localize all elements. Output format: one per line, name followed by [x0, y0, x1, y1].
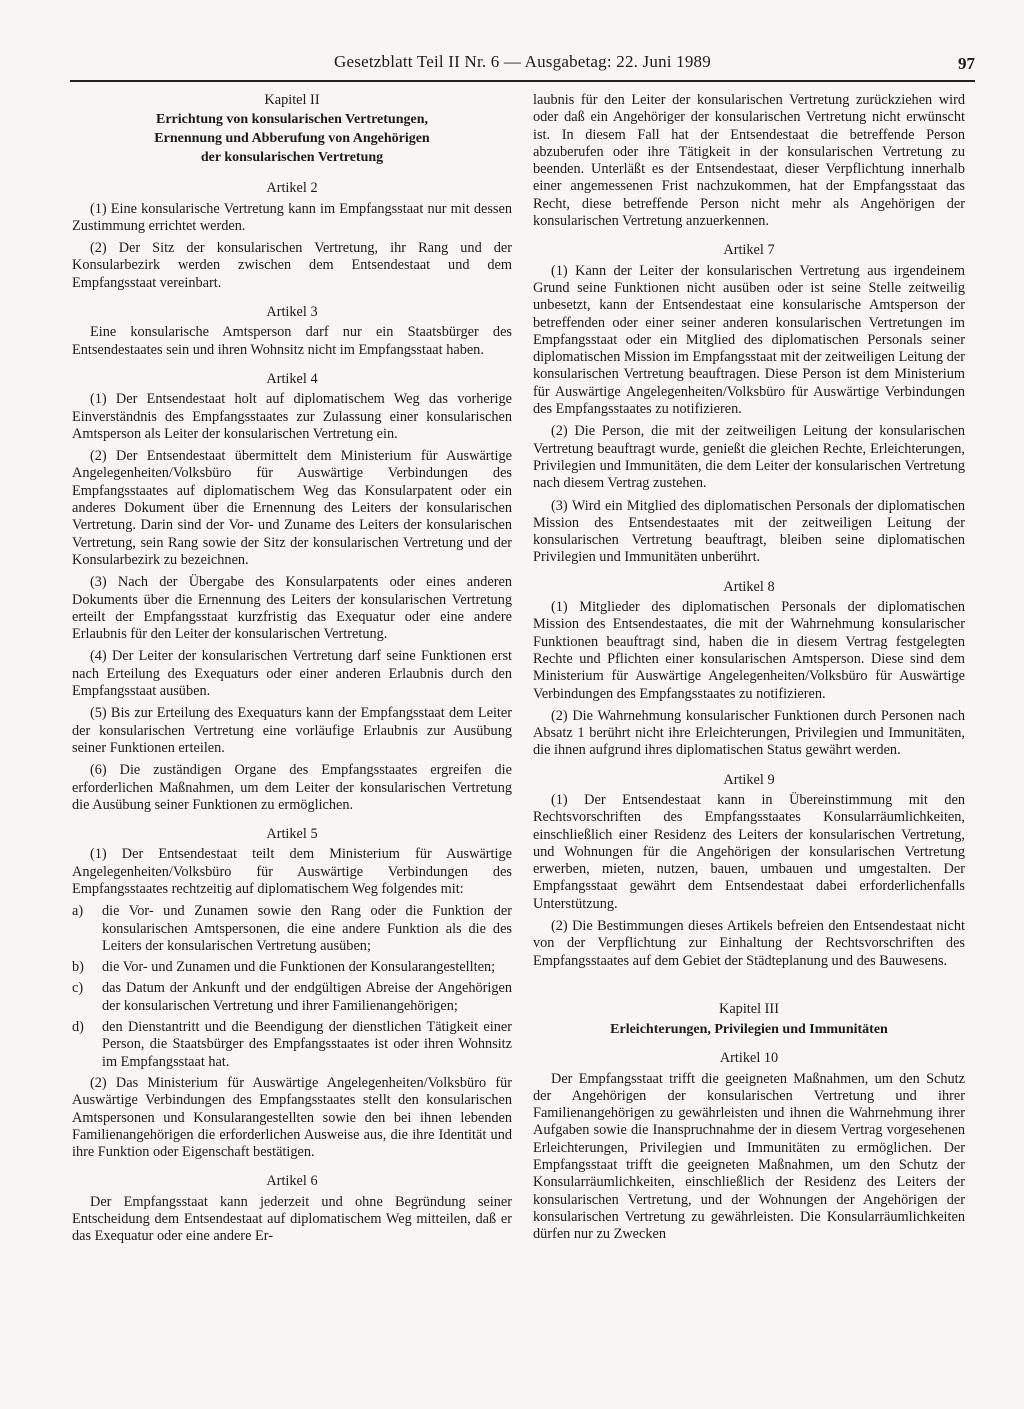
paragraph: (2) Die Person, die mit der zeitweiligen Leitung der konsularischen Vertretung beauftragt wurde, genießt die gleichen Rechte, Erleichterungen, Privilegien und Immunitäten, die dem Leiter der konsularischen Vertretung nach diesem Vertrag zustehen. [533, 423, 965, 492]
list-item [72, 903, 512, 955]
paragraph: (1) Kann der Leiter der konsularischen Vertretung aus irgendeinem Grund seine Funktionen nicht ausüben oder ist seine Stelle zeitweilig unbesetzt, kann der Entsendestaat eine konsularische Amtsperson der betreffenden oder einer seiner anderen konsularischen Vertretungen im Empfangsstaat oder ein Mitglied des diplomatischen Personals seiner diplomatischen Mission im Empfangsstaat mit der zeitweiligen Leitung der konsularischen Vertretung beauftragen. Diese Person ist dem Ministerium für Auswärtige Angelegenheiten/Volksbüro für Auswärtige Verbindungen des Empfangsstaates zu notifizieren. [533, 262, 965, 418]
paragraph: (2) Das Ministerium für Auswärtige Angelegenheiten/Volksbüro für Auswärtige Verbindungen des Empfangsstaates stellt den konsularischen Amtspersonen und Konsularangestellten sowie den bei ihnen lebenden Familienangehörigen die erforderlichen Ausweise aus, die ihre Identität und ihre Funktion oder Eigenschaft bestätigen. [72, 1074, 512, 1161]
list-text: die Vor- und Zunamen und die Funktionen der Konsularangestellten; [102, 959, 496, 976]
chapter-heading: Kapitel II [264, 92, 320, 108]
paragraph: Der Empfangsstaat trifft die geeigneten Maßnahmen, um den Schutz der Angehörigen der konsularischen Vertretung und ihrer Familienangehörigen zu gewährleisten und ihnen die Wahrnehmung ihrer Aufgaben sowie die Inanspruchnahme der in diesem Vertrag vorgesehenen Erleichterungen, Privilegien und Immunitäten zu ermöglichen. Der Empfangsstaat trifft die geeigneten Maßnahmen, um den Schutz der Konsularräumlichkeiten, einschließlich der Residenz des Leiters der konsularischen Vertretung, und der Wohnungen der Angehörigen der konsularischen Vertretung zu gewährleisten. Die Konsularräumlichkeiten dürfen nur zu Zwecken [533, 1070, 965, 1243]
list-text: das Datum der Ankunft und der endgültigen Abreise der Angehörigen der konsularischen Vertretung und ihrer Familienangehörigen; [102, 980, 512, 1014]
list-text: die Vor- und Zunamen sowie den Rang oder die Funktion der konsularischen Amtspersonen, die eine andere Funktion als die des Leiters der konsularischen Vertretung ausüben; [102, 903, 512, 954]
paragraph: (1) Mitglieder des diplomatischen Personals der diplomatischen Mission des Entsendestaates, die mit der Wahrnehmung konsularischer Funktionen beauftragt sind, haben die in diesem Vertrag festgelegten Rechte und Pflichten einer konsularischen Amtsperson. Diese sind dem Ministerium für Auswärtige Angelegenheiten/Volksbüro für Auswärtige Verbindungen des Empfangsstaates zu notifizieren. [533, 599, 965, 702]
chapter-title: Erleichterungen, Privilegien und Immunitäten [610, 1022, 888, 1038]
list-item [72, 1019, 512, 1071]
paragraph: (1) Der Entsendestaat kann in Übereinstimmung mit den Rechtsvorschriften des Empfangsstaates Konsularräumlichkeiten, einschließlich einer Residenz des Leiters der konsularischen Vertretung, und Wohnungen für die Angehörigen der konsularischen Vertretung erwerben, mieten, nutzen, bauen, umbauen und umgestalten. Der Empfangsstaat gewährt dem Entsendestaat dabei erforderlichenfalls Unterstützung. [533, 791, 965, 912]
article-heading: Artikel 10 [719, 1050, 779, 1067]
paragraph: (2) Die Bestimmungen dieses Artikels befreien den Entsendestaat nicht von der Verpflichtung zur Einhaltung der Rechtsvorschriften des Empfangsstaates auf dem Gebiet der Städteplanung und des Bauwesens. [533, 918, 965, 969]
article-heading: Artikel 4 [266, 370, 318, 387]
chapter-title-line: Errichtung von konsularischen Vertretungen, [156, 112, 428, 128]
right-column [533, 92, 965, 1249]
list-marker: d) [72, 1019, 84, 1036]
running-header [70, 50, 975, 82]
article-heading: Artikel 5 [266, 826, 318, 843]
paragraph: (6) Die zuständigen Organe des Empfangsstaates ergreifen die erforderlichen Maßnahmen, um dem Leiter der konsularischen Vertretung die Ausübung seiner Funktionen zu ermöglichen. [72, 762, 512, 813]
list-text: den Dienstantritt und die Beendigung der dienstlichen Tätigkeit einer Person, die Staatsbürger des Empfangsstaates ist oder ihren Wohnsitz im Empfangsstaat hat. [102, 1019, 512, 1070]
header-title: Gesetzblatt Teil II Nr. 6 — Ausgabetag: 22. Juni 1989 [334, 52, 711, 71]
paragraph: (1) Der Entsendestaat teilt dem Ministerium für Auswärtige Angelegenheiten/Volksbüro für Auswärtige Verbindungen des Empfangsstaates rechtzeitig auf diplomatischem Weg folgendes mit: [72, 846, 512, 897]
chapter-title-line: Ernennung und Abberufung von Angehörigen [154, 131, 430, 147]
paragraph: (3) Nach der Übergabe des Konsularpatents oder eines anderen Dokuments über die Ernennung des Leiters der konsularischen Vertretung erteilt der Empfangsstaat kurzfristig das Exequatur oder eine andere Erlaubnis für den Leiter der konsularischen Vertretung. [72, 574, 512, 643]
page-number: 97 [958, 54, 975, 73]
article-heading: Artikel 2 [266, 180, 318, 197]
left-column [72, 92, 512, 1251]
paragraph: (1) Der Entsendestaat holt auf diplomatischem Weg das vorherige Einverständnis des Empfangsstaates zur Zulassung einer konsularischen Amtsperson als Leiter der konsularischen Vertretung ein. [72, 391, 512, 442]
paragraph: (2) Die Wahrnehmung konsularischer Funktionen durch Personen nach Absatz 1 berührt nicht ihre Erleichterungen, Privilegien und Immunitäten, die ihnen aufgrund ihres diplomatischen Status gewährt werden. [533, 707, 965, 759]
list-item [72, 980, 512, 1015]
paragraph: Eine konsularische Amtsperson darf nur ein Staatsbürger des Entsendestaates sein und ihren Wohnsitz nicht im Empfangsstaat haben. [72, 324, 512, 358]
section-spacer [533, 975, 965, 989]
paragraph: (2) Der Entsendestaat übermittelt dem Ministerium für Auswärtige Angelegenheiten/Volksbüro für Auswärtige Verbindungen des Empfangsstaates auf diplomatischem Weg das Konsularpatent oder ein anderes Dokument über die Ernennung des Leiters der konsularischen Vertretung. Darin sind der Vor- und Zuname des Leiters der konsularischen Vertretung, sein Rang sowie der Sitz der konsularischen Vertretung und der Konsularbezirk zu bezeichnen. [72, 448, 512, 568]
paragraph-continued: laubnis für den Leiter der konsularischen Vertretung zurückziehen wird oder daß ein Angehöriger der konsularischen Vertretung nicht erwünscht ist. In diesem Fall hat der Entsendestaat die betreffende Person abzuberufen oder ihre Tätigkeit in der konsularischen Vertretung zu beenden. Unterläßt es der Entsendestaat, dieser Verpflichtung innerhalb einer angemessenen Frist nachzukommen, hat der Empfangsstaat das Recht, diese betreffende Person nicht mehr als Angehörigen der konsularischen Vertretung anzuerkennen. [533, 92, 965, 230]
list-item [72, 959, 512, 976]
article-heading: Artikel 8 [723, 578, 775, 595]
paragraph: (4) Der Leiter der konsularischen Vertretung darf seine Funktionen erst nach Erteilung des Exequaturs oder einer anderen Erlaubnis durch den Empfangsstaat ausüben. [72, 648, 512, 700]
paragraph: (1) Eine konsularische Vertretung kann im Empfangsstaat nur mit dessen Zustimmung errichtet werden. [72, 200, 512, 234]
article-heading: Artikel 9 [723, 771, 775, 788]
paragraph: (2) Der Sitz der konsularischen Vertretung, ihr Rang und der Konsularbezirk werden zwischen dem Entsendestaat und dem Empfangsstaat vereinbart. [72, 240, 512, 291]
paragraph: (3) Wird ein Mitglied des diplomatischen Personals der diplomatischen Mission des Entsendestaates mit der zeitweiligen Leitung der konsularischen Vertretung beauftragt, bleiben seine diplomatischen Privilegien und Immunitäten unberührt. [533, 497, 965, 566]
list-marker: c) [72, 980, 84, 997]
list-marker: b) [72, 959, 84, 976]
article-heading: Artikel 6 [266, 1173, 318, 1190]
article-heading: Artikel 7 [723, 242, 775, 259]
chapter-title-line: der konsularischen Vertretung [200, 150, 384, 166]
chapter-heading: Kapitel III [719, 1000, 779, 1017]
list-marker: a) [72, 903, 84, 920]
article-heading: Artikel 3 [266, 304, 318, 321]
paragraph: (5) Bis zur Erteilung des Exequaturs kann der Empfangsstaat dem Leiter der konsularischen Vertretung eine vorläufige Erlaubnis zur Ausübung seiner Funktionen erteilen. [72, 705, 512, 756]
paragraph: Der Empfangsstaat kann jederzeit und ohne Begründung seiner Entscheidung dem Entsendestaat auf diplomatischem Weg mitteilen, daß er das Exequatur oder eine andere Er- [72, 1193, 512, 1245]
